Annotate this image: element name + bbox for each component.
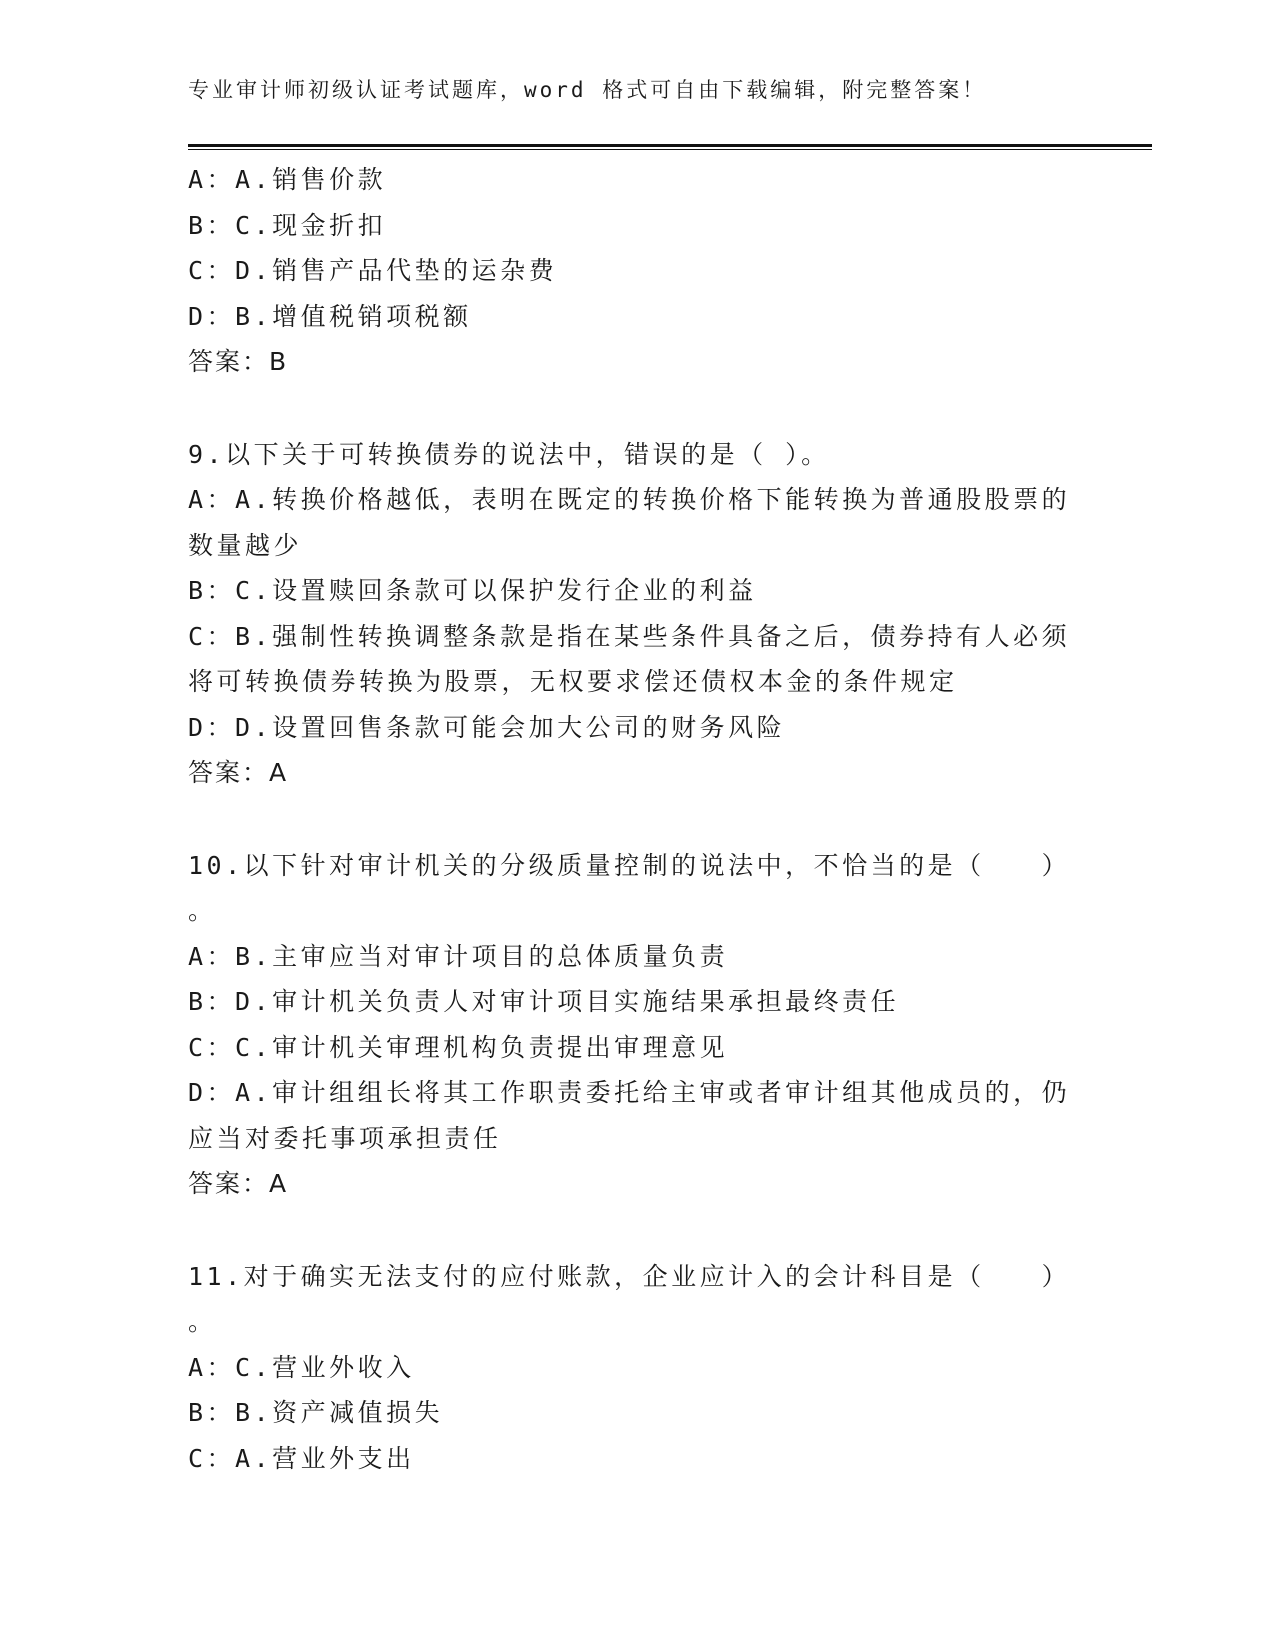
header-divider [188, 144, 1152, 150]
spacer [188, 796, 1088, 843]
question-stem: 。 [188, 1307, 217, 1336]
option-line: C：D.销售产品代垫的运杂费 [188, 256, 558, 285]
option-line: B：C.设置赎回条款可以保护发行企业的利益 [188, 576, 757, 605]
spacer [188, 385, 1088, 432]
answer-line: 答案：B [188, 347, 289, 376]
spacer [188, 1207, 1088, 1254]
option-line: B：D.审计机关负责人对审计项目实施结果承担最终责任 [188, 987, 900, 1016]
option-line: C：C.审计机关审理机构负责提出审理意见 [188, 1032, 729, 1062]
question-stem: 11.对于确实无法支付的应付账款，企业应计入的会计科目是（ ） [188, 1261, 1071, 1291]
option-line: D：B.增值税销项税额 [188, 301, 472, 331]
answer-line: 答案：A [188, 1169, 289, 1198]
option-line: A：C.营业外收入 [188, 1352, 415, 1382]
answer-line: 答案：A [188, 758, 289, 787]
option-line: 数量越少 [188, 530, 303, 560]
question-stem: 。 [188, 896, 217, 925]
question-block [188, 157, 1088, 385]
option-line: A：A.转换价格越低，表明在既定的转换价格下能转换为普通股股票的 [188, 485, 1071, 514]
question-block [188, 843, 1088, 1207]
question-block [188, 432, 1088, 796]
page-header: 专业审计师初级认证考试题库，word 格式可自由下载编辑，附完整答案！ [188, 78, 987, 102]
option-line: D：D.设置回售条款可能会加大公司的财务风险 [188, 712, 786, 742]
option-line: B：B.资产减值损失 [188, 1398, 444, 1427]
option-line: C：B.强制性转换调整条款是指在某些条件具备之后，债券持有人必须 [188, 621, 1071, 651]
question-block [188, 1254, 1088, 1482]
option-line: D：A.审计组组长将其工作职责委托给主审或者审计组其他成员的，仍 [188, 1078, 1071, 1107]
question-list [188, 157, 1088, 1481]
option-line: A：B.主审应当对审计项目的总体质量负责 [188, 941, 729, 971]
option-line: 将可转换债券转换为股票，无权要求偿还债权本金的条件规定 [188, 667, 958, 696]
question-stem: 9.以下关于可转换债券的说法中，错误的是（ ）。 [188, 439, 830, 469]
option-line: A：A.销售价款 [188, 165, 387, 194]
option-line: B：C.现金折扣 [188, 210, 387, 240]
option-line: 应当对委托事项承担责任 [188, 1123, 502, 1153]
question-stem: 10.以下针对审计机关的分级质量控制的说法中，不恰当的是（ ） [188, 850, 1071, 880]
option-line: C：A.营业外支出 [188, 1443, 415, 1473]
